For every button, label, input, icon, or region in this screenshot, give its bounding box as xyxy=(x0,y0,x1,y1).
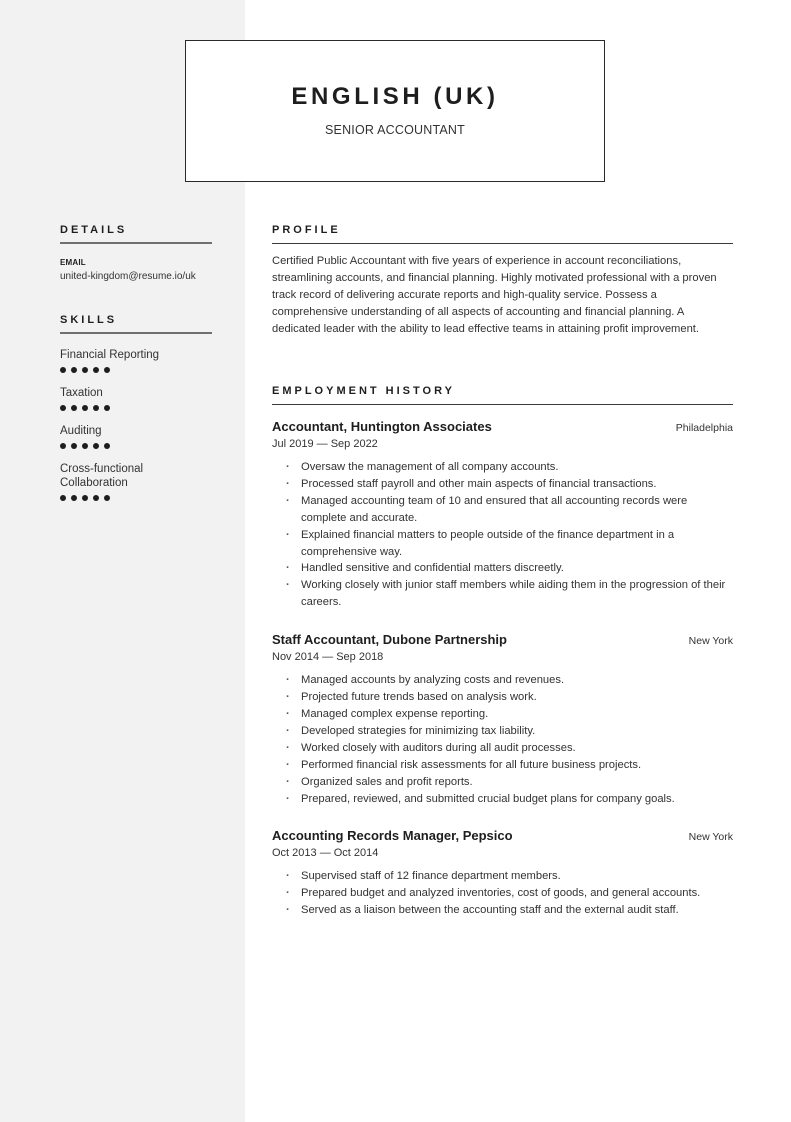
job-bullet: · Prepared, reviewed, and submitted crucial budget plans for company goals. xyxy=(272,791,733,808)
job-bullet: · Explained financial matters to people outside of the finance department in a comprehensive way. xyxy=(272,527,733,561)
skill-dot-icon xyxy=(104,405,110,411)
skill-dot-icon xyxy=(60,367,66,373)
job-header xyxy=(272,828,733,843)
skill-item xyxy=(60,462,212,502)
job-header xyxy=(272,632,733,647)
employment-heading: EMPLOYMENT HISTORY xyxy=(272,385,733,405)
skill-dot-icon xyxy=(104,495,110,501)
job-bullet: · Working closely with junior staff members while aiding them in the progression of their careers. xyxy=(272,577,733,611)
skill-level-dots xyxy=(60,367,212,374)
skill-name: Taxation xyxy=(60,387,103,399)
skill-dot-icon xyxy=(104,367,110,373)
candidate-title: SENIOR ACCOUNTANT xyxy=(325,123,465,137)
skill-dot-icon xyxy=(93,367,99,373)
profile-heading: PROFILE xyxy=(272,224,733,244)
skills-section xyxy=(60,314,212,502)
job-bullets xyxy=(272,868,733,919)
skill-level-dots xyxy=(60,405,212,412)
skill-dot-icon xyxy=(60,443,66,449)
skill-dot-icon xyxy=(93,405,99,411)
job-location: New York xyxy=(688,831,733,844)
job-bullet: · Managed complex expense reporting. xyxy=(272,706,733,723)
skill-level-dots xyxy=(60,495,212,502)
skill-item xyxy=(60,386,212,412)
skill-dot-icon xyxy=(82,405,88,411)
email-label: EMAIL xyxy=(60,258,86,267)
job-bullet: · Projected future trends based on analysis work. xyxy=(272,689,733,706)
profile-text: Certified Public Accountant with five years of experience in account reconciliations, streamlining accounts, and financial planning. Highly motivated professional with a proven track record of delivering accurate reports and high-quality service. Possess a comprehensive understanding of all aspects of accounting and financial planning. A dedicated leader with the ability to lead effective teams in attaining profit improvement. xyxy=(272,255,717,335)
job-bullet: · Served as a liaison between the accounting staff and the external audit staff. xyxy=(272,902,733,919)
skill-dot-icon xyxy=(71,443,77,449)
skill-dot-icon xyxy=(93,495,99,501)
job-dates: Nov 2014 — Sep 2018 xyxy=(272,651,384,664)
job-entry xyxy=(272,632,733,807)
job-bullet: · Processed staff payroll and other main aspects of financial transactions. xyxy=(272,476,733,493)
job-location: Philadelphia xyxy=(675,422,733,434)
job-entry xyxy=(272,419,733,611)
skill-name: Auditing xyxy=(60,425,102,437)
job-title: Accountant, Huntington Associates xyxy=(272,419,492,434)
job-bullet: · Developed strategies for minimizing tax liability. xyxy=(272,723,733,740)
skill-item xyxy=(60,348,212,374)
skill-level-dots xyxy=(60,443,212,450)
job-bullet: · Handled sensitive and confidential matters discreetly. xyxy=(272,560,733,577)
details-section xyxy=(60,224,212,282)
job-entry xyxy=(272,828,733,919)
skill-item xyxy=(60,424,212,450)
skill-name: Financial Reporting xyxy=(60,349,160,361)
profile-section xyxy=(272,224,733,338)
job-header xyxy=(272,419,733,434)
skill-dot-icon xyxy=(104,443,110,449)
skill-dot-icon xyxy=(60,495,66,501)
job-bullet: · Managed accounting team of 10 and ensured that all accounting records were complete and accurate. xyxy=(272,493,733,527)
job-title: Staff Accountant, Dubone Partnership xyxy=(272,632,507,648)
job-bullets xyxy=(272,672,733,807)
job-title: Accounting Records Manager, Pepsico xyxy=(272,828,513,844)
skill-dot-icon xyxy=(82,443,88,449)
candidate-name: ENGLISH (UK) xyxy=(291,83,499,110)
skill-dot-icon xyxy=(71,495,77,501)
skills-list xyxy=(60,348,212,502)
employment-section xyxy=(272,385,733,919)
job-location: New York xyxy=(688,635,733,648)
job-bullet: · Managed accounts by analyzing costs and revenues. xyxy=(272,672,733,689)
skills-heading: SKILLS xyxy=(60,314,212,334)
job-dates: Oct 2013 — Oct 2014 xyxy=(272,847,379,860)
skill-dot-icon xyxy=(82,495,88,501)
skill-name: Cross-functional Collaboration xyxy=(60,463,144,489)
job-bullet: · Organized sales and profit reports. xyxy=(272,774,733,791)
jobs-list xyxy=(272,419,733,919)
details-heading: DETAILS xyxy=(60,224,212,244)
skill-dot-icon xyxy=(82,367,88,373)
job-bullet: · Prepared budget and analyzed inventories, cost of goods, and general accounts. xyxy=(272,885,733,902)
job-bullet: · Performed financial risk assessments for all future business projects. xyxy=(272,757,733,774)
skill-dot-icon xyxy=(71,367,77,373)
job-bullets xyxy=(272,459,733,611)
resume-header xyxy=(185,40,605,182)
job-bullet: · Worked closely with auditors during all audit processes. xyxy=(272,740,733,757)
job-bullet: · Oversaw the management of all company accounts. xyxy=(272,459,733,476)
skill-dot-icon xyxy=(71,405,77,411)
job-dates: Jul 2019 — Sep 2022 xyxy=(272,438,378,450)
skill-dot-icon xyxy=(93,443,99,449)
job-bullet: · Supervised staff of 12 finance department members. xyxy=(272,868,733,885)
email-value[interactable]: united-kingdom@resume.io/uk xyxy=(60,271,196,282)
skill-dot-icon xyxy=(60,405,66,411)
